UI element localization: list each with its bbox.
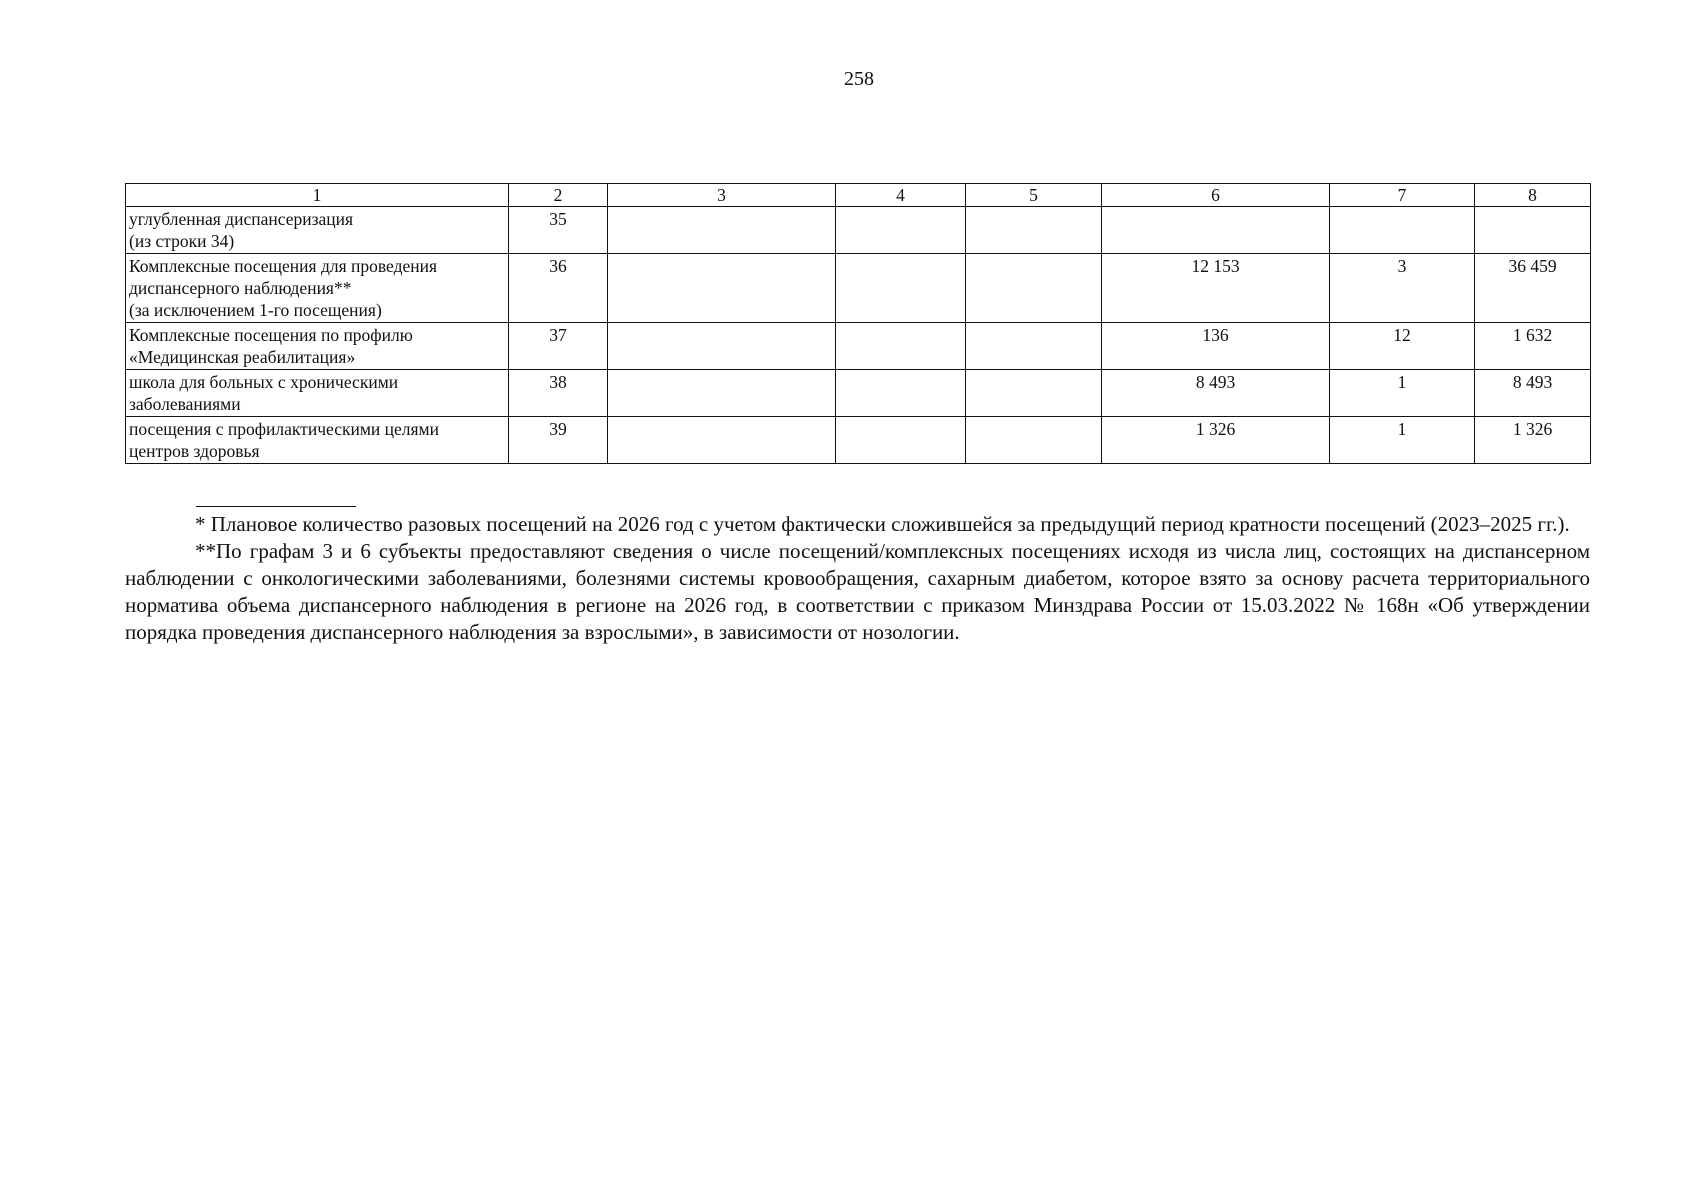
- footnote-double-star: **По графам 3 и 6 субъекты предоставляют сведения о числе посещений/комплексных посещениях исходя из числа лиц, состоящих на диспансерном наблюдении с онкологическими заболеваниями, болезнями системы кровообращения, сахарным диабетом, которое взято за основу расчета территориального норматива объема диспансерного наблюдения в регионе на 2026 год, в соответствии с приказом Минздрава России от 15.03.2022 № 168н «Об утверждении порядка проведения диспансерного наблюдения за взрослыми», в зависимости от нозологии.: [125, 539, 1590, 644]
- table-row: [126, 207, 1591, 254]
- table-cell: [1475, 207, 1591, 254]
- table-cell: [836, 370, 966, 417]
- row-number-cell: 38: [509, 370, 608, 417]
- row-label: [126, 417, 509, 464]
- row-label-line: Комплексные посещения для проведения: [129, 256, 438, 276]
- row-label-line: посещения с профилактическими целями: [129, 419, 440, 439]
- table-cell: [966, 417, 1102, 464]
- row-label-line: Комплексные посещения по профилю: [129, 325, 413, 345]
- table-cell: 1: [1330, 417, 1475, 464]
- column-header: 5: [966, 184, 1102, 207]
- column-header: 1: [126, 184, 509, 207]
- table-cell: [966, 370, 1102, 417]
- table-cell: [836, 417, 966, 464]
- table-cell: [608, 207, 836, 254]
- row-label-line: диспансерного наблюдения**: [129, 278, 352, 298]
- column-header: 4: [836, 184, 966, 207]
- table-cell: 1: [1330, 370, 1475, 417]
- table-cell: 1 326: [1475, 417, 1591, 464]
- table-cell: [836, 254, 966, 323]
- table-cell: [608, 254, 836, 323]
- column-header: 7: [1330, 184, 1475, 207]
- table-cell: [836, 207, 966, 254]
- table-cell: [608, 370, 836, 417]
- table-cell: 1 326: [1102, 417, 1330, 464]
- row-label-line: «Медицинская реабилитация»: [129, 347, 356, 367]
- table-row: [126, 323, 1591, 370]
- row-number-cell: 37: [509, 323, 608, 370]
- row-label-line: углубленная диспансеризация: [129, 209, 354, 229]
- table-cell: 36 459: [1475, 254, 1591, 323]
- column-header: 6: [1102, 184, 1330, 207]
- footnotes: [125, 511, 1590, 646]
- page-number: 258: [844, 68, 874, 90]
- table-cell: 12: [1330, 323, 1475, 370]
- row-label: [126, 254, 509, 323]
- table-cell: [966, 254, 1102, 323]
- row-number-cell: 39: [509, 417, 608, 464]
- table-cell: 12 153: [1102, 254, 1330, 323]
- row-number-cell: 36: [509, 254, 608, 323]
- table-header-row: [126, 184, 1591, 207]
- table-cell: 3: [1330, 254, 1475, 323]
- row-number-cell: 35: [509, 207, 608, 254]
- row-label-line: (из строки 34): [129, 231, 235, 251]
- table-cell: [1330, 207, 1475, 254]
- table-cell: [966, 207, 1102, 254]
- row-label: [126, 370, 509, 417]
- table-row: [126, 417, 1591, 464]
- row-label: [126, 207, 509, 254]
- row-label-line: заболеваниями: [129, 394, 241, 414]
- table-cell: [1102, 207, 1330, 254]
- row-label: [126, 323, 509, 370]
- row-label-line: (за исключением 1-го посещения): [129, 300, 382, 320]
- table-cell: 136: [1102, 323, 1330, 370]
- table-cell: 8 493: [1475, 370, 1591, 417]
- table-cell: [966, 323, 1102, 370]
- column-header: 8: [1475, 184, 1591, 207]
- column-header: 2: [509, 184, 608, 207]
- table-cell: 1 632: [1475, 323, 1591, 370]
- footnote-single-star: * Плановое количество разовых посещений на 2026 год с учетом фактически сложившейся за предыдущий период кратности посещений (2023–2025 гг.).: [195, 512, 1570, 536]
- table-cell: [608, 417, 836, 464]
- footnote-separator: [196, 506, 356, 507]
- table-cell: [608, 323, 836, 370]
- table-cell: [836, 323, 966, 370]
- table-row: [126, 370, 1591, 417]
- column-header: 3: [608, 184, 836, 207]
- table-cell: 8 493: [1102, 370, 1330, 417]
- row-label-line: центров здоровья: [129, 441, 260, 461]
- row-label-line: школа для больных с хроническими: [129, 372, 399, 392]
- table-row: [126, 254, 1591, 323]
- data-table: [125, 183, 1591, 464]
